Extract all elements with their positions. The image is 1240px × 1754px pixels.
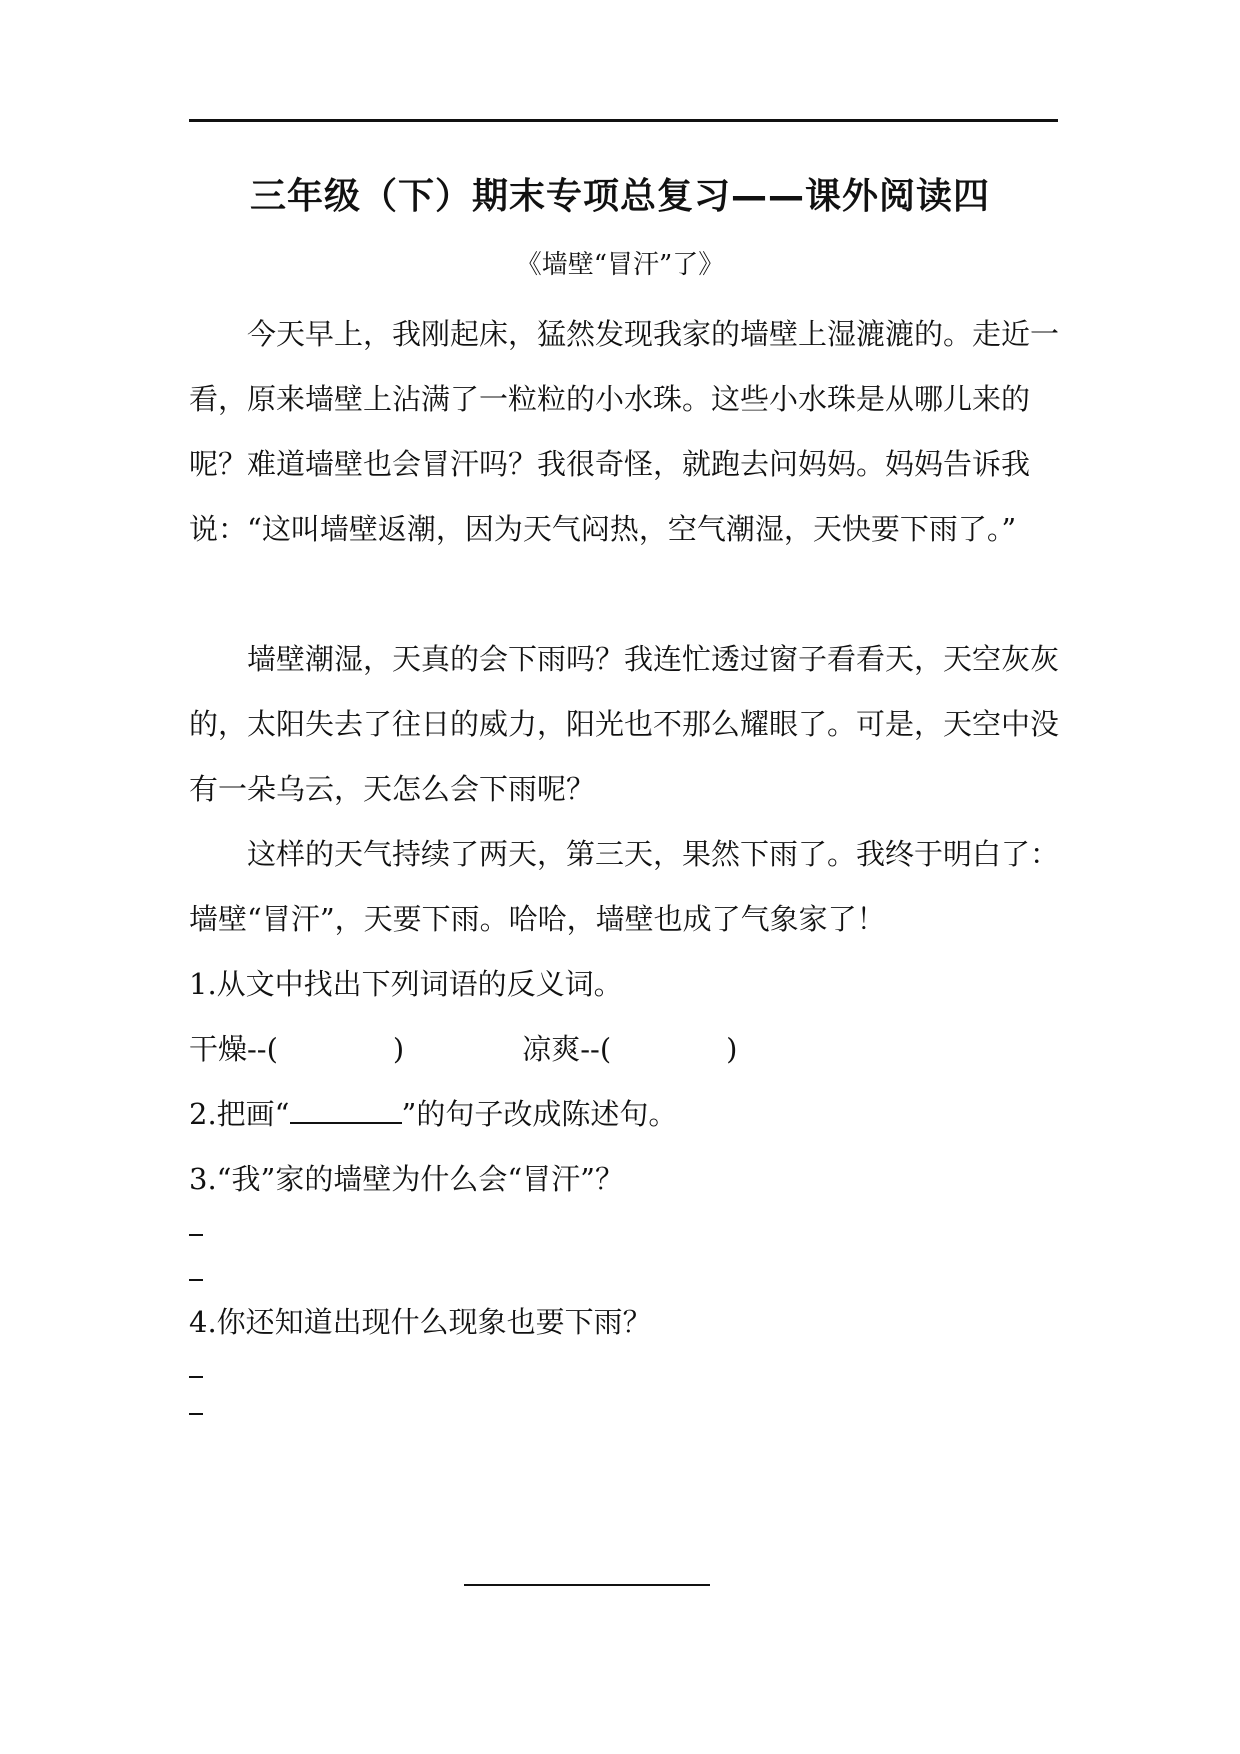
question-2-prefix: 2.把画“ [189, 1097, 290, 1131]
passage-title: 《墙壁“冒汗”了》 [515, 250, 725, 280]
paragraph-3: 这样的天气持续了两天，第三天，果然下雨了。我终于明白了：墙壁“冒汗”，天要下雨。哈哈，墙壁也成了气象家了！ [189, 837, 1060, 936]
question-2-suffix: ”的句子改成陈述句。 [401, 1097, 678, 1131]
close-paren-cool: ) [726, 1032, 738, 1066]
answer-line-q3-2[interactable] [189, 1279, 203, 1281]
antonym-prompt-cool: 凉爽--( [522, 1032, 612, 1066]
paragraph-2: 墙壁潮湿，天真的会下雨吗？我连忙透过窗子看看天，天空灰灰的，太阳失去了往日的威力，阳光也不那么耀眼了。可是，天空中没有一朵乌云，天怎么会下雨呢？ [189, 642, 1060, 806]
question-3: 3.“我”家的墙壁为什么会“冒汗”？ [189, 1162, 624, 1196]
close-paren-dry: ) [392, 1032, 405, 1066]
footer-rule [464, 1584, 710, 1586]
header-rule [189, 119, 1058, 122]
paragraph-1: 今天早上，我刚起床，猛然发现我家的墙壁上湿漉漉的。走近一看，原来墙壁上沾满了一粒粒的小水珠。这些小水珠是从哪儿来的呢？难道墙壁也会冒汗吗？我很奇怪，就跑去问妈妈。妈妈告诉我说：“这叫墙壁返潮，因为天气闷热，空气潮湿，天快要下雨了。” [189, 317, 1060, 546]
question-4: 4.你还知道出现什么现象也要下雨？ [189, 1305, 652, 1339]
antonym-prompt-dry: 干燥--( [189, 1032, 278, 1066]
answer-line-q4-2[interactable] [189, 1413, 203, 1415]
answer-line-q3-1[interactable] [189, 1234, 203, 1236]
page-title: 三年级（下）期末专项总复习——课外阅读四 [249, 176, 990, 217]
question-2 [189, 1082, 677, 1147]
question-1-items [189, 1017, 738, 1082]
answer-line-q4-1[interactable] [189, 1376, 203, 1378]
underline-sample [290, 1096, 402, 1124]
question-1: 1.从文中找出下列词语的反义词。 [189, 967, 623, 1001]
